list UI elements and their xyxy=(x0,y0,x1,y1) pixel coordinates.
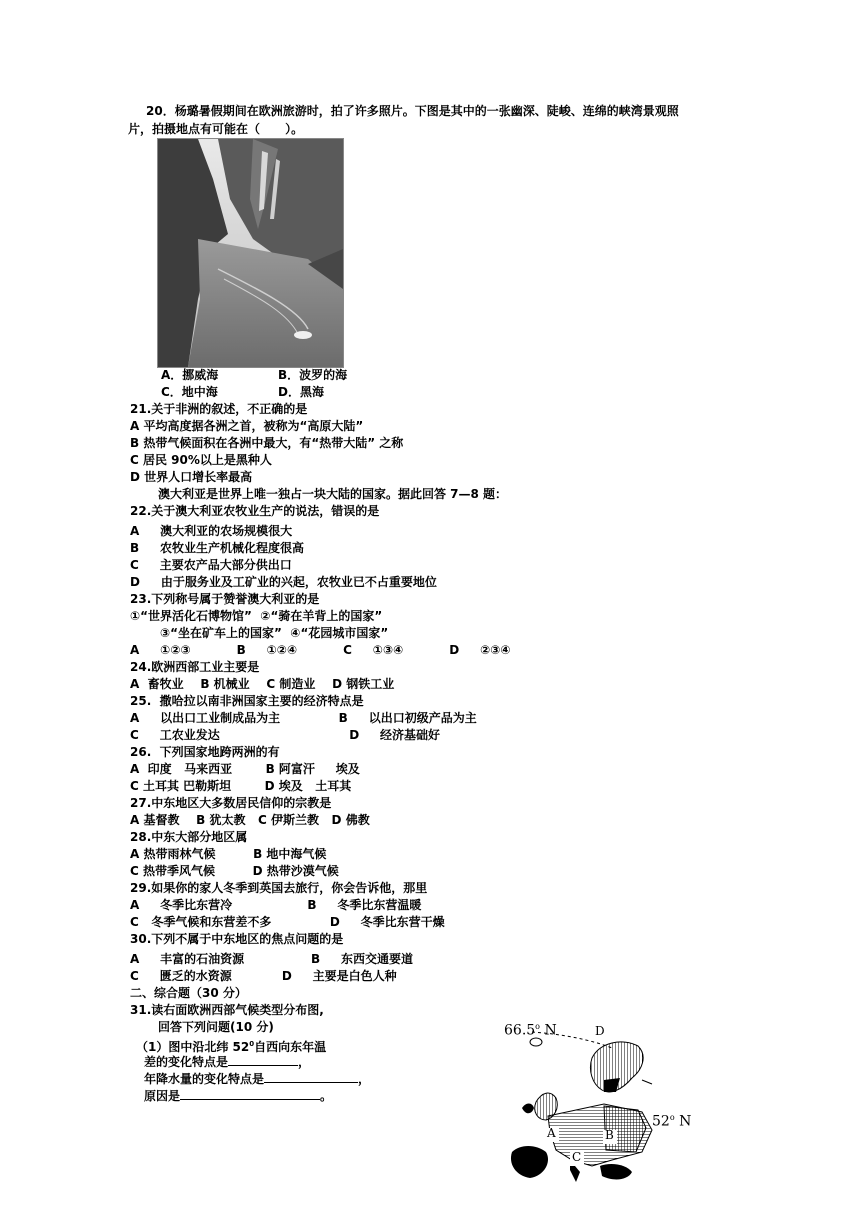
q26-stem: 26. 下列国家地跨两洲的有 xyxy=(130,745,280,759)
map-label-b: B xyxy=(605,1128,614,1142)
answer-blank-temp-range[interactable] xyxy=(228,1053,298,1066)
q26-options-cd: C 土耳其 巴勒斯坦 D 埃及 土耳其 xyxy=(130,779,352,793)
q31-part1-line4: 原因是 。 xyxy=(144,1089,333,1103)
q29-options-cd: C 冬季气候和东营差不多 D 冬季比东营干燥 xyxy=(130,915,445,929)
q29-options-ab: A 冬季比东营冷 B 冬季比东营温暖 xyxy=(130,898,422,912)
q23-stem: 23.下列称号属于赞誉澳大利亚的是 xyxy=(130,592,320,606)
q26-options-ab: A 印度 马来西亚 B 阿富汗 埃及 xyxy=(130,762,360,776)
q29-stem: 29.如果你的家人冬季到英国去旅行，你会告诉他，那里 xyxy=(130,881,428,895)
q20-stem-line1: 20．杨璐暑假期间在欧洲旅游时，拍了许多照片。下图是其中的一张幽深、陡峻、连绵的峡湾景观照 xyxy=(146,104,679,118)
q25-options-cd: C 工农业发达 D 经济基础好 xyxy=(130,728,441,742)
q20-option-a: A．挪威海 xyxy=(161,368,219,382)
q31-part1-line3: 年降水量的变化特点是 ， xyxy=(144,1072,371,1086)
section-2-title: 二、综合题（30 分） xyxy=(130,986,247,1000)
q23-line2: ③“坐在矿车上的国家” ④“花园城市国家” xyxy=(160,626,389,640)
q27-options: A 基督教 B 犹太教 C 伊斯兰教 D 佛教 xyxy=(130,813,370,827)
q28-stem: 28.中东大部分地区属 xyxy=(130,830,248,844)
q27-stem: 27.中东地区大多数居民信仰的宗教是 xyxy=(130,796,332,810)
q31-stem-line2: 回答下列问题(10 分) xyxy=(158,1020,274,1034)
europe-map-drawing xyxy=(492,1020,697,1188)
lat-66-5-label: 66.5$^o$ N xyxy=(504,1022,557,1039)
q23-line1: ①“世界活化石博物馆” ②“骑在羊背上的国家” xyxy=(130,609,383,623)
q30-stem: 30.下列不属于中东地区的焦点问题的是 xyxy=(130,932,344,946)
q31-part1-line2: 差的变化特点是 ， xyxy=(144,1055,311,1069)
q30-options-cd: C 匮乏的水资源 D 主要是白色人种 xyxy=(130,969,397,983)
australia-intro: 澳大利亚是世界上唯一独占一块大陆的国家。据此回答 7—8 题： xyxy=(158,487,508,501)
q28-options-cd: C 热带季风气候 D 热带沙漠气候 xyxy=(130,864,339,878)
q22-stem: 22.关于澳大利亚农牧业生产的说法，错误的是 xyxy=(130,504,380,518)
q31-part1-line1: （1）图中沿北纬 $52^0$自西向东年温 xyxy=(136,1040,327,1054)
q21-option-b: B 热带气候面积在各洲中最大，有“热带大陆” 之称 xyxy=(130,436,404,450)
q20-option-c: C．地中海 xyxy=(161,385,218,399)
q25-stem: 25. 撒哈拉以南非洲国家主要的经济特点是 xyxy=(130,694,364,708)
q22-option-d: D 由于服务业及工矿业的兴起，农牧业已不占重要地位 xyxy=(130,575,437,589)
q23-options: A ①②③ B ①②④ C ①③④ D ②③④ xyxy=(130,643,511,657)
q21-stem: 21.关于非洲的叙述，不正确的是 xyxy=(130,402,308,416)
q20-option-d: D．黑海 xyxy=(278,385,324,399)
map-label-d: D xyxy=(595,1024,605,1038)
q25-options-ab: A 以出口工业制成品为主 B 以出口初级产品为主 xyxy=(130,711,477,725)
q21-option-c: C 居民 90%以上是黑种人 xyxy=(130,453,272,467)
europe-climate-map xyxy=(492,1020,697,1188)
q22-option-a: A 澳大利亚的农场规模很大 xyxy=(130,524,293,538)
fjord-photo xyxy=(157,138,344,368)
answer-blank-precipitation[interactable] xyxy=(264,1070,358,1083)
lat-52-label: 52$^o$ N xyxy=(652,1113,692,1130)
answer-blank-reason[interactable] xyxy=(180,1087,320,1100)
q20-stem-line2: 片，拍摄地点有可能在（ ）。 xyxy=(128,122,304,136)
q20-option-b: B．波罗的海 xyxy=(278,368,348,382)
q28-options-ab: A 热带雨林气候 B 地中海气候 xyxy=(130,847,327,861)
q30-options-ab: A 丰富的石油资源 B 东西交通要道 xyxy=(130,952,414,966)
q21-option-d: D 世界人口增长率最高 xyxy=(130,470,253,484)
q22-option-c: C 主要农产品大部分供出口 xyxy=(130,558,292,572)
q24-options: A 畜牧业 B 机械业 C 制造业 D 钢铁工业 xyxy=(130,677,395,691)
map-label-c: C xyxy=(572,1150,582,1164)
q24-stem: 24.欧洲西部工业主要是 xyxy=(130,660,260,674)
q21-option-a: A 平均高度据各洲之首，被称为“高原大陆” xyxy=(130,419,364,433)
q31-stem-line1: 31.读右面欧洲西部气候类型分布图, xyxy=(130,1003,324,1017)
map-label-a: A xyxy=(547,1126,556,1140)
q22-option-b: B 农牧业生产机械化程度很高 xyxy=(130,541,305,555)
